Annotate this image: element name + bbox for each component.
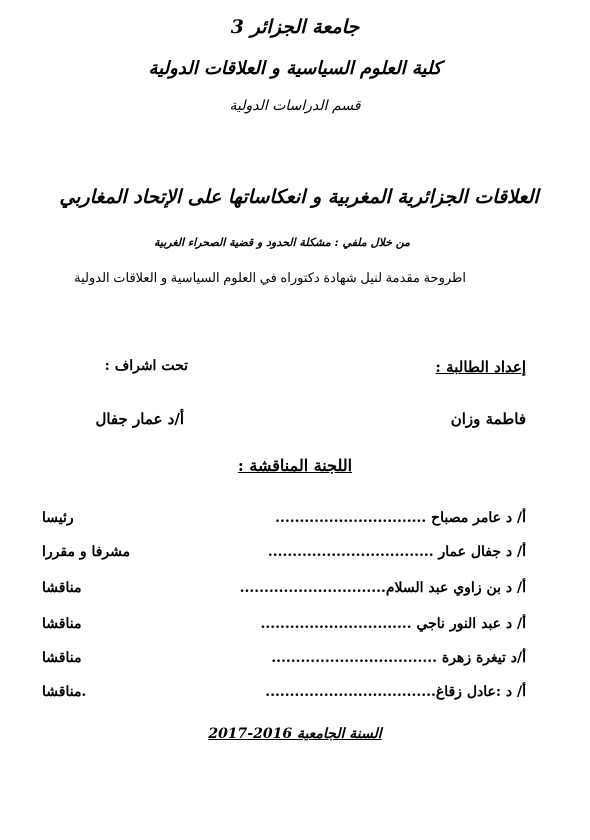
thesis-title: العلاقات الجزائرية المغربية و انعكاساتها على الإتحاد المغاربي (59, 186, 539, 208)
committee-member (42, 616, 526, 632)
thesis-purpose: اطروحة مقدمة لنيل شهادة دكتوراه في العلوم السياسية و العلاقات الدولية (74, 270, 466, 285)
committee-member (42, 650, 526, 666)
committee-member (42, 580, 526, 596)
member-name-line: أ/ د عبد النور ناجي ............................... (260, 616, 526, 632)
member-role: مناقشا (42, 580, 82, 596)
academic-year: السنة الجامعية 2016-2017 (208, 726, 382, 742)
committee-heading: اللجنة المناقشة : (237, 456, 353, 475)
member-role: مناقشا (42, 650, 82, 666)
member-role: رئيسا (42, 510, 74, 526)
university-name: جامعة الجزائر 3 (230, 16, 360, 38)
member-role: مشرفا و مقررا (42, 544, 131, 560)
member-name-line: أ/ د بن زاوي عبد السلام.............................. (239, 580, 526, 596)
member-name-line: أ/ د عامر مصباح ............................... (275, 510, 526, 526)
student-name: فاطمة وزان (450, 410, 526, 428)
supervisor-label: تحت اشراف : (104, 358, 188, 374)
thesis-subtitle: من خلال ملفي : مشكلة الحدود و قضية الصحراء الغربية (154, 236, 410, 249)
committee-member (42, 684, 526, 700)
student-label: إعداد الطالبة : (435, 358, 526, 376)
faculty-name: كلية العلوم السياسية و العلاقات الدولية (148, 58, 442, 79)
member-name-line: أ/ د جفال عمار .................................. (267, 544, 526, 560)
member-name-line: أ/د تيغرة زهرة .................................. (271, 650, 526, 666)
committee-member (42, 544, 526, 560)
committee-member (42, 510, 526, 526)
member-name-line: أ/ د :عادل زقاغ................................... (265, 684, 526, 700)
supervisor-name: أ/د عمار جفال (95, 410, 184, 428)
member-role: .مناقشا (42, 684, 87, 700)
department-name: قسم الدراسات الدولية (229, 98, 361, 114)
member-role: مناقشا (42, 616, 82, 632)
